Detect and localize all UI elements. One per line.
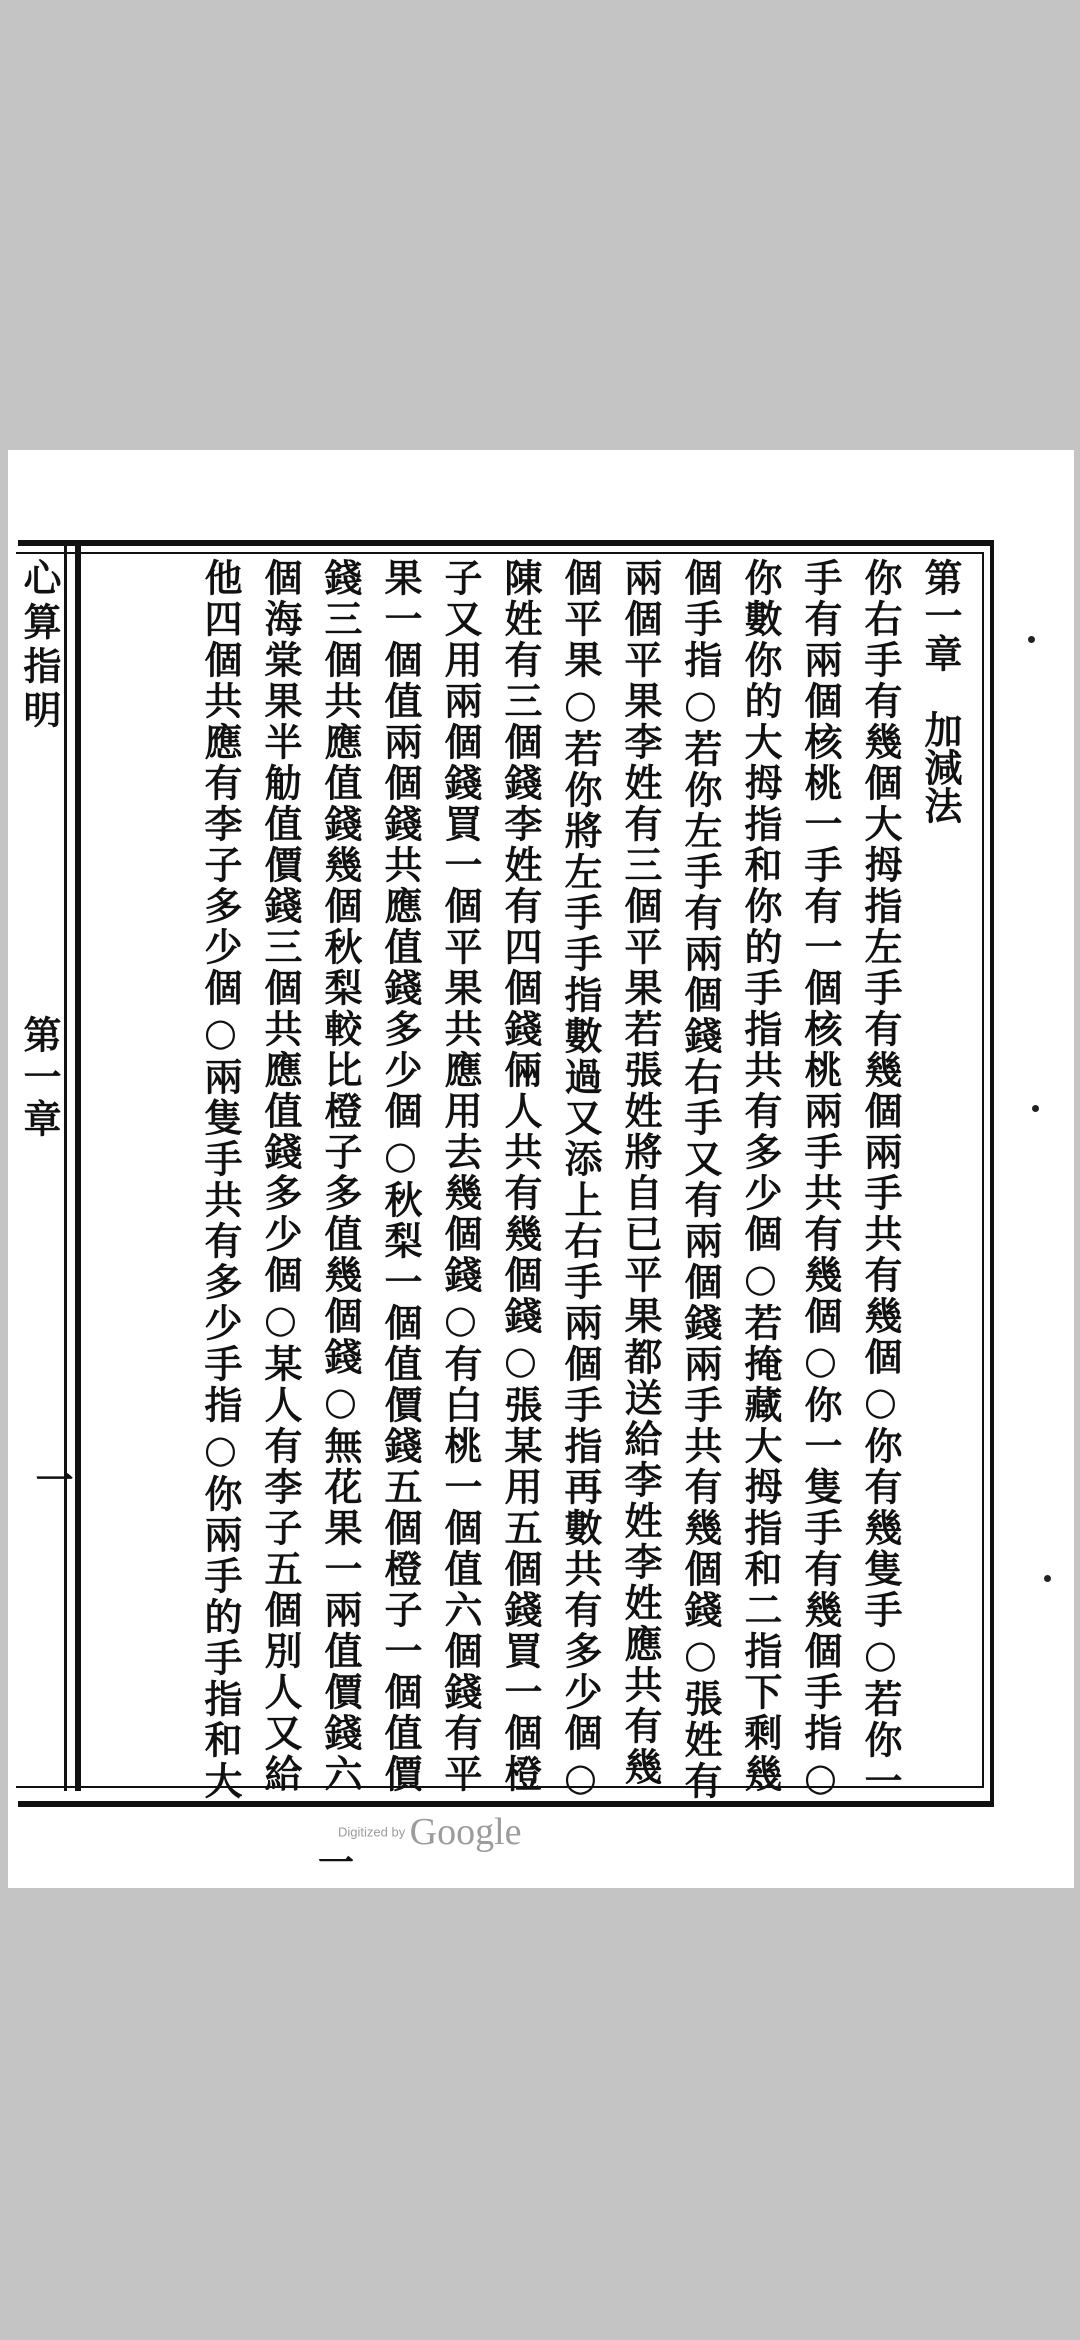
- page-number: 一: [318, 1842, 355, 1884]
- main-text-area: [90, 558, 970, 1802]
- text-column: 果一個值兩個錢共應值錢多少個○秋梨一個值價錢五個橙子一個值價: [378, 558, 423, 1795]
- margin-chapter-label: 第一章: [17, 1015, 62, 1141]
- text-column: 他四個共應有李子多少個○兩隻手共有多少手指○你兩手的手指和大: [198, 558, 243, 1802]
- digitized-by-label: Digitized by: [338, 1824, 406, 1840]
- text-column: 兩個平果李姓有三個平果若張姓將自已平果都送給李姓李姓應共有幾: [618, 558, 663, 1788]
- text-column: 手有兩個核桃一手有一個核桃兩手共有幾個○你一隻手有幾個手指○: [798, 558, 843, 1802]
- text-column: 個海棠果半觔值價錢三個共應值錢多少個○某人有李子五個別人又給: [258, 558, 303, 1795]
- body-text: [90, 558, 910, 1802]
- scanned-page: [8, 450, 1074, 1888]
- text-column: 錢三個共應值錢幾個秋梨較比橙子多值幾個錢○無花果一兩值價錢六: [318, 558, 363, 1795]
- text-column: 個平果○若你將左手手指數過又添上右手兩個手指再數共有多少個○: [558, 558, 603, 1802]
- ink-speck: [1044, 1575, 1051, 1582]
- ink-speck: [1032, 1105, 1039, 1112]
- text-column: 你數你的大拇指和你的手指共有多少個○若掩藏大拇指和二指下剩幾: [738, 558, 783, 1795]
- google-logo: Google: [409, 1811, 522, 1853]
- digitized-watermark: [338, 1810, 522, 1854]
- margin-page-number: 一: [29, 1460, 74, 1498]
- text-column: 子又用兩個錢買一個平果共應用去幾個錢○有白桃一個值六個錢有平: [438, 558, 483, 1795]
- margin-rule: [75, 546, 81, 1791]
- ink-speck: [1028, 636, 1035, 643]
- chapter-heading: 第一章 加減法: [918, 558, 963, 824]
- text-column: 個手指○若你左手有兩個錢右手又有兩個錢兩手共有幾個錢○張姓有: [678, 558, 723, 1802]
- text-column: 陳姓有三個錢李姓有四個錢倆人共有幾個錢○張某用五個錢買一個橙: [498, 558, 543, 1795]
- text-column: 你右手有幾個大拇指左手有幾個兩手共有幾個○你有幾隻手○若你一: [858, 558, 903, 1802]
- book-title: 心算指明: [17, 558, 62, 734]
